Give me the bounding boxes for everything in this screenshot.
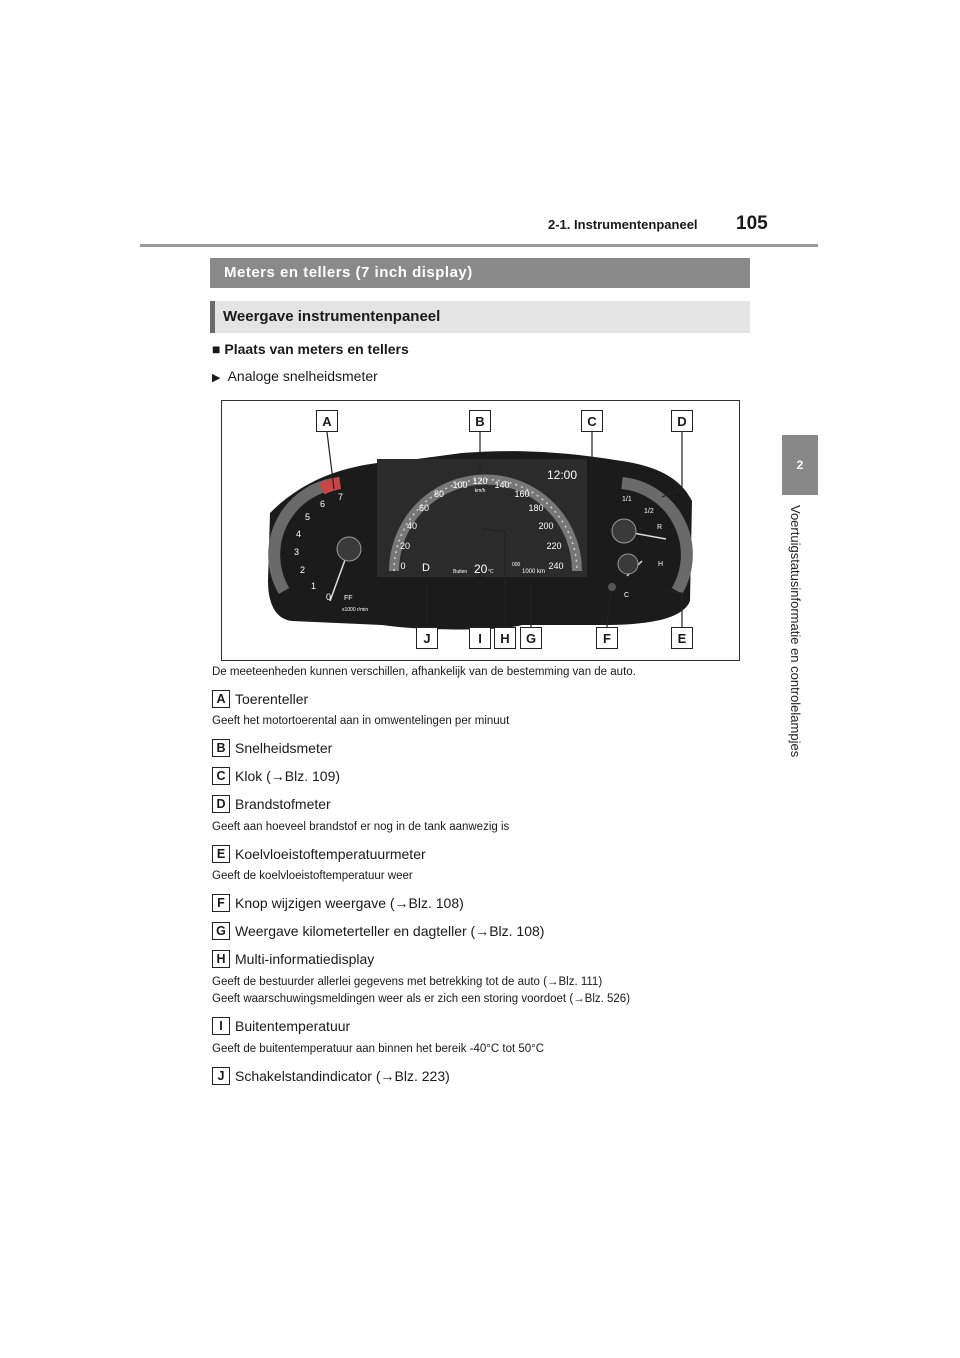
section-heading: [212, 341, 409, 357]
item-g: [212, 922, 544, 940]
tach-knob: [337, 537, 361, 561]
item-letter: J: [212, 1067, 230, 1085]
item-desc: Geeft de bestuurder allerlei gegevens met betrekking tot de auto (→Blz. 111): [212, 976, 603, 988]
section-subtitle: Weergave instrumentenpaneel: [210, 301, 750, 333]
triangle-bullet-icon: ▶: [212, 372, 221, 384]
page-number: 105: [736, 213, 768, 234]
fuel-half-label: 1/2: [644, 508, 654, 515]
outside-label: Buiten: [453, 569, 468, 575]
item-label: Koelvloeistoftemperatuurmeter: [235, 846, 426, 862]
cluster-illustration: [222, 401, 739, 660]
item-j: [212, 1067, 450, 1085]
item-c: [212, 767, 340, 785]
gear-indicator: D: [422, 562, 430, 574]
speed-label-60: 60: [418, 503, 430, 513]
item-label: Weergave kilometerteller en dagteller (→Blz. 108): [235, 923, 545, 939]
coolant-knob: [618, 554, 638, 574]
callout-g: G: [520, 627, 542, 649]
speed-label-80: 80: [433, 489, 445, 499]
odometer-unit: 1000 km: [522, 569, 546, 575]
callout-f: F: [596, 627, 618, 649]
item-letter: H: [212, 950, 230, 968]
speed-label-200: 200: [538, 521, 554, 531]
callout-c: C: [581, 410, 603, 432]
item-letter: E: [212, 845, 230, 863]
coolant-hot-label: H: [658, 561, 664, 568]
item-label: Knop wijzigen weergave (→Blz. 108): [235, 895, 464, 911]
sub-heading: [212, 368, 378, 384]
item-b: [212, 739, 332, 757]
item-label: Snelheidsmeter: [235, 740, 333, 756]
speed-label-100: 100: [452, 480, 468, 490]
item-letter: F: [212, 894, 230, 912]
item-label: Schakelstandindicator (→Blz. 223): [235, 1068, 450, 1084]
header-divider: [140, 244, 818, 247]
item-label: Brandstofmeter: [235, 796, 331, 812]
square-bullet-icon: ■: [212, 341, 221, 357]
tach-label-5: 5: [305, 512, 311, 522]
item-desc: Geeft de buitentemperatuur aan binnen het bereik -40°C tot 50°C: [212, 1043, 545, 1055]
callout-d: D: [671, 410, 693, 432]
item-letter: I: [212, 1017, 230, 1035]
tach-off-label: FF: [344, 595, 353, 602]
callout-b: B: [469, 410, 491, 432]
speed-label-160: 160: [514, 489, 530, 499]
speed-label-40: 40: [406, 521, 418, 531]
speed-label-180: 180: [528, 503, 544, 513]
item-label: Multi-informatiedisplay: [235, 951, 375, 967]
chapter-tab: 2: [782, 435, 818, 495]
coolant-cold-label: C: [624, 592, 630, 599]
clock-display: 12:00: [547, 468, 578, 482]
section-title: 2-1. Instrumentenpaneel: [548, 217, 698, 232]
speed-label-240: 240: [548, 561, 564, 571]
item-letter: A: [212, 690, 230, 708]
display-change-button: [608, 583, 616, 591]
item-a: [212, 690, 308, 708]
outside-temp: 20: [474, 562, 488, 576]
tach-label-7: 7: [338, 492, 344, 502]
temp-unit: °C: [488, 569, 494, 575]
callout-e: E: [671, 627, 693, 649]
item-letter: D: [212, 795, 230, 813]
callout-a: A: [316, 410, 338, 432]
fuel-knob: [612, 519, 636, 543]
tach-label-1: 1: [311, 581, 317, 591]
speed-label-0: 0: [400, 561, 406, 571]
callout-i: I: [469, 627, 491, 649]
speed-label-20: 20: [399, 541, 411, 551]
instrument-cluster-figure: [221, 400, 740, 661]
tach-label-3: 3: [294, 547, 300, 557]
odometer-value: 000: [512, 562, 521, 568]
item-letter: G: [212, 922, 230, 940]
item-h: [212, 950, 374, 968]
callout-j: J: [416, 627, 438, 649]
fuel-full-label: 1/1: [622, 496, 632, 503]
tach-label-2: 2: [300, 565, 306, 575]
section-heading-text: Plaats van meters en tellers: [224, 341, 409, 357]
item-label: Klok (→Blz. 109): [235, 768, 341, 784]
figure-caption: De meeteenheden kunnen verschillen, afhankelijk van de bestemming van de auto.: [212, 666, 636, 678]
sub-heading-text: Analoge snelheidsmeter: [227, 368, 378, 384]
item-desc: Geeft de koelvloeistoftemperatuur weer: [212, 870, 413, 882]
item-letter: C: [212, 767, 230, 785]
speed-label-220: 220: [546, 541, 562, 551]
item-d: [212, 795, 331, 813]
item-label: Toerenteller: [235, 691, 309, 707]
tach-unit: x1000 r/min: [342, 607, 369, 613]
item-f: [212, 894, 464, 912]
speed-unit: km/h: [474, 488, 486, 494]
item-desc: Geeft aan hoeveel brandstof er nog in de tank aanwezig is: [212, 821, 510, 833]
tach-label-4: 4: [296, 529, 302, 539]
speed-label-120: 120: [472, 476, 488, 486]
item-i: [212, 1017, 350, 1035]
tach-label-0: 0: [326, 592, 332, 602]
item-desc: Geeft het motortoerental aan in omwentelingen per minuut: [212, 715, 510, 727]
speed-label-140: 140: [494, 480, 510, 490]
item-e: [212, 845, 426, 863]
item-desc-2: Geeft waarschuwingsmeldingen weer als er zich een storing voordoet (→Blz. 526): [212, 993, 631, 1005]
page-title: Meters en tellers (7 inch display): [210, 258, 750, 288]
tach-label-6: 6: [320, 499, 326, 509]
fuel-reserve-label: R: [657, 524, 663, 531]
item-label: Buitentemperatuur: [235, 1018, 351, 1034]
item-letter: B: [212, 739, 230, 757]
callout-h: H: [494, 627, 516, 649]
chapter-label: Voertuigstatusinformatie en controlelampjes: [788, 505, 803, 758]
